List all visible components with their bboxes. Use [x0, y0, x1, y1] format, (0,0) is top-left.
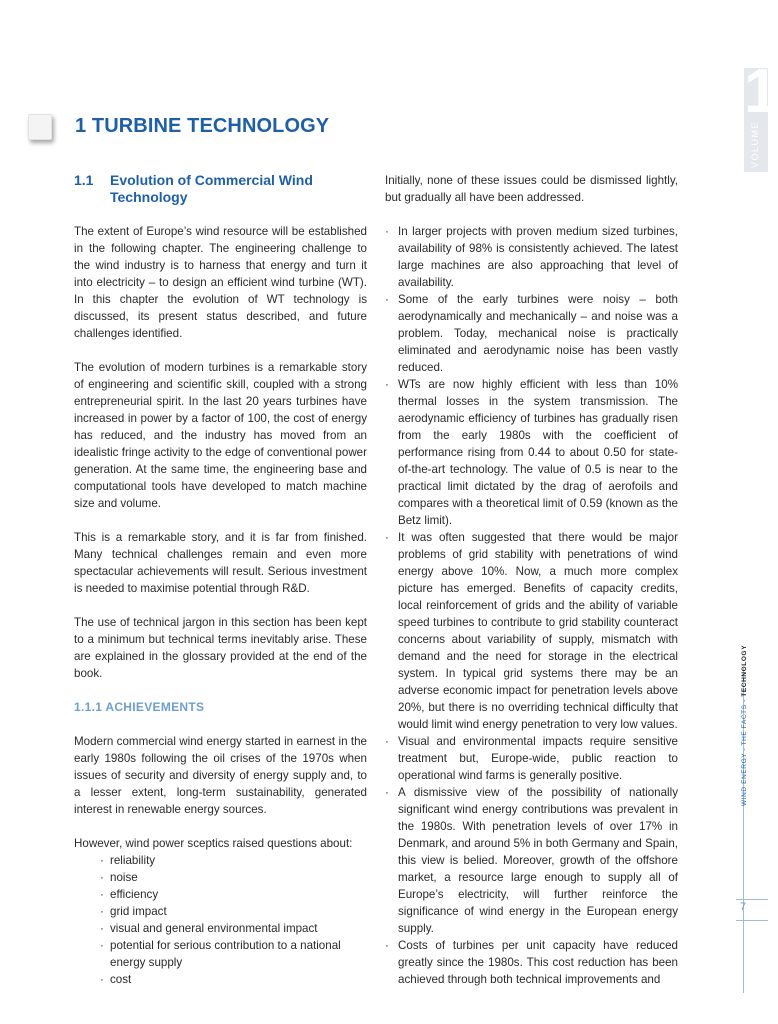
questions-list — [74, 852, 367, 988]
list-item: · Visual and environmental impacts require sensitive treatment but, Europe-wide, public reaction to operational wind farms is generally positive. — [385, 733, 678, 784]
section-number: 1.1 — [74, 172, 94, 188]
paragraph: This is a remarkable story, and it is far from finished. Many technical challenges remain and even more spectacular achievements will result. Serious investment is needed to maximise potential through R&D. — [74, 531, 367, 595]
section-heading — [74, 172, 367, 206]
list-item: · A dismissive view of the possibility of nationally significant wind energy contributions was prevalent in the 1980s. With penetration levels of over 17% in Denmark, and around 5% in both Germany and Spain, this view is belied. Moreover, growth of the offshore market, a resource large enough to supply all of Europe’s electricity, will further reinforce the significance of wind energy in the European energy supply. — [385, 784, 678, 937]
right-column — [385, 172, 678, 988]
paragraph: Modern commercial wind energy started in earnest in the early 1980s following the oil crises of the 1970s when issues of security and diversity of energy supply and, to a lesser extent, long-term sustainability, generated interest in renewable energy sources. — [74, 735, 367, 816]
chapter-title: 1 TURBINE TECHNOLOGY — [75, 115, 330, 137]
list-item: · grid impact — [100, 903, 367, 920]
page-number-rule-bottom — [736, 920, 768, 921]
page-number-rule-top — [736, 899, 768, 900]
paragraph: However, wind power sceptics raised questions about: — [74, 837, 353, 850]
section-title: Evolution of Commercial Wind Technology — [110, 172, 313, 205]
volume-label: VOLUME — [750, 120, 760, 168]
paragraph: The extent of Europe’s wind resource will be established in the following chapter. The engineering challenge to the wind industry is to harness that energy and turn it into electricity – to design an efficient wind turbine (WT). In this chapter the evolution of WT technology is discussed, its present status described, and future challenges identified. — [74, 225, 367, 340]
volume-number: 1 — [744, 57, 778, 126]
chapter-marker-box — [28, 114, 52, 140]
list-item: · cost — [100, 971, 367, 988]
list-item: · potential for serious contribution to a national energy supply — [100, 937, 367, 971]
list-item: · Costs of turbines per unit capacity have reduced greatly since the 1980s. This cost reduction has been achieved through both technical improvements and — [385, 937, 678, 988]
list-item: · visual and general environmental impact — [100, 920, 367, 937]
page-number: 7 — [739, 901, 747, 913]
issues-list — [385, 223, 678, 988]
list-item: · noise — [100, 869, 367, 886]
running-head-text: WIND ENERGY - THE FACTS - — [741, 696, 748, 806]
list-item: · In larger projects with proven medium sized turbines, availability of 98% is consistently achieved. The latest large machines are also approaching that level of availability. — [385, 223, 678, 291]
list-item: · Some of the early turbines were noisy – both aerodynamically and mechanically – and noise was a problem. Today, mechanical noise is practically eliminated and aerodynamic noise has been vastly reduced. — [385, 291, 678, 376]
running-head — [741, 645, 748, 806]
running-head-section: TECHNOLOGY — [741, 644, 748, 697]
list-item: · efficiency — [100, 886, 367, 903]
list-item: · reliability — [100, 852, 367, 869]
paragraph: The use of technical jargon in this section has been kept to a minimum but technical terms inevitably arise. These are explained in the glossary provided at the end of the book. — [74, 616, 367, 680]
left-column — [74, 172, 367, 988]
paragraph: Initially, none of these issues could be dismissed lightly, but gradually all have been addressed. — [385, 174, 678, 204]
paragraph: The evolution of modern turbines is a remarkable story of engineering and scientific skill, coupled with a strong entrepreneurial spirit. In the last 20 years turbines have increased in power by a factor of 100, the cost of energy has reduced, and the industry has moved from an idealistic fringe activity to the edge of conventional power generation. At the same time, the engineering base and computational tools have developed to match machine size and volume. — [74, 361, 367, 510]
list-item: · WTs are now highly efficient with less than 10% thermal losses in the system transmission. The aerodynamic efficiency of turbines has gradually risen from the early 1980s with the coefficient of performance rising from 0.44 to about 0.50 for state-of-the-art technology. The value of 0.5 is near to the practical limit dictated by the drag of aerofoils and compares with a theoretical limit of 0.59 (known as the Betz limit). — [385, 376, 678, 529]
subsection-heading: 1.1.1 ACHIEVEMENTS — [74, 700, 205, 714]
list-item: · It was often suggested that there would be major problems of grid stability with penetrations of wind energy above 10%. Now, a much more complex picture has emerged. Benefits of capacity credits, local reinforcement of grids and the ability of variable speed turbines to contribute to grid stability counteract concerns about variability of supply, mismatch with demand and the need for storage in the electrical system. In typical grid systems there may be an adverse economic impact for penetration levels above 20%, but there is no overriding technical difficulty that would limit wind energy penetration to very low values. — [385, 529, 678, 733]
